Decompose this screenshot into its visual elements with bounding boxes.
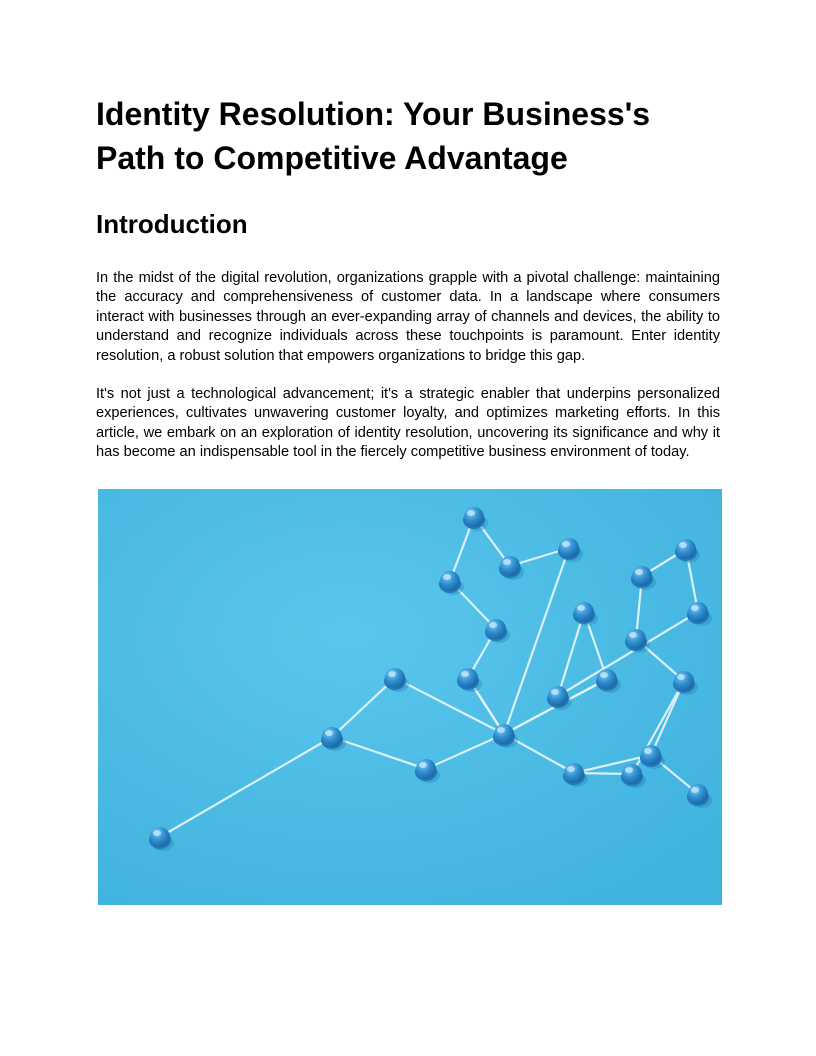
document-title: Identity Resolution: Your Business's Path to Competitive Advantage: [96, 96, 651, 176]
figure-background: [98, 489, 722, 905]
intro-paragraph-2: It's not just a technological advancement; it's a strategic enabler that underpins personalized experiences, cultivates unwavering customer loyalty, and optimizes marketing efforts. In this article, we embark on an exploration of identity resolution, uncovering its significance and why it has become an indispensable tool in the fiercely competitive business environment of today.: [96, 386, 720, 461]
intro-paragraph-1: In the midst of the digital revolution, organizations grapple with a pivotal challenge: maintaining the accuracy and comprehensiveness of customer data. In a landscape where consumers interact with businesses through an ever-expanding array of channels and devices, the ability to understand and recognize individuals across these touchpoints is paramount. Enter identity resolution, a robust solution that empowers organizations to bridge this gap.: [96, 270, 720, 364]
document-page: [96, 92, 720, 463]
network-pins-illustration: [98, 489, 722, 905]
network-pins-image: [98, 489, 722, 905]
section-heading-introduction: Introduction: [96, 209, 248, 239]
